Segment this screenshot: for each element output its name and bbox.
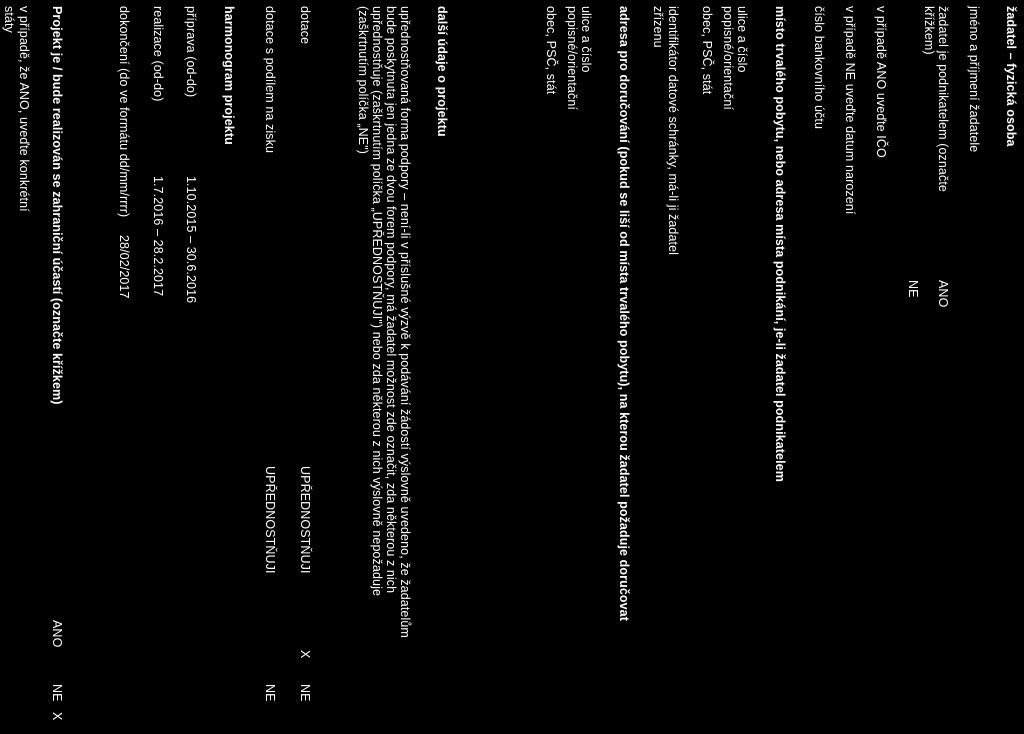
entrepreneur-no[interactable]: NE [906,280,920,298]
delivery-city-label: obec, PSČ, stát [544,6,558,95]
bank-account-label: číslo bankovního účtu [812,6,826,130]
applicant-heading: žadatel – fyzická osoba [1004,6,1018,147]
countries-label-line2: státy [2,6,16,33]
delivery-street-label-line1: ulice a číslo [579,6,593,73]
residence-street-label-line2: popisné/orientační [721,6,735,110]
realization-value: 1.7.2016 – 28.2.2017 [151,176,165,297]
profit-share-no-option[interactable]: NE [263,684,277,702]
preparation-value: 1.10.2015 – 30.6.2016 [184,176,198,304]
name-label: jméno a příjmení žadatele [967,6,981,153]
ico-label: v případě ANO uveďte IČO [874,6,888,158]
foreign-yes-option[interactable]: ANO [50,620,64,648]
completion-value: 28/02/2017 [117,235,131,299]
delivery-heading: adresa pro doručování (pokud se liší od místa trvalého pobytu), na kterou žadatel požaduje doručovat [617,6,631,621]
databox-label-line1: identifikátor datové schránky, má-li ji žadatel [666,6,680,256]
subsidy-no-option[interactable]: NE [298,684,312,702]
residence-street-label-line1: ulice a číslo [735,6,749,73]
schedule-heading: harmonogram projektu [222,6,236,145]
profit-share-prefer-option[interactable]: UPŘEDNOSTŇUJI [263,466,277,574]
realization-label: realizace (od-do) [151,6,165,102]
preparation-label: příprava (od-do) [184,6,198,98]
subsidy-x-mark: X [298,650,312,659]
preferred-form-text-line3: upřednostňuje (zaškrtnutím políčka „UPŘEDNOSTŇUJI") nebo zda některou z nich výslovně nepožaduje [370,6,384,597]
residence-city-label: obec, PSČ, stát [700,6,714,95]
profit-share-subsidy-label: dotace s podílem na zisku [263,6,277,154]
project-heading: další údaje o projektu [435,6,449,137]
entrepreneur-yes[interactable]: ANO [936,280,950,308]
foreign-no-option[interactable]: NE [50,684,64,702]
entrepreneur-label-line1: žadatel je podnikatelem (označte [936,6,950,192]
foreign-participation-heading: Projekt je / bude realizován se zahraniční účastí (označte křížkem) [50,6,64,405]
residence-heading: místo trvalého pobytu, nebo adresa místa podnikání, je-li žadatel podnikatelem [773,6,787,482]
preferred-form-text-line1: upřednostňovaná forma podpory – není-li v příslušné výzvě k podávání žádostí výslovně uvedeno, že žadatelům [398,6,412,638]
preferred-form-text-line2: bude poskytnuta jen jedna ze dvou forem podpory, má žadatel možnost zde označit, zda některou z nich [384,6,398,594]
subsidy-label: dotace [298,6,312,45]
subsidy-prefer-option[interactable]: UPŘEDNOSTŇUJI [298,466,312,574]
delivery-street-label-line2: popisné/orientační [565,6,579,110]
birthdate-label: v případě NE uveďte datum narození [843,6,857,215]
preferred-form-text-line4: (zaškrtnutím políčka „NE") [356,6,370,155]
databox-label-line2: zřízenu [651,6,665,48]
completion-label: dokončení (do ve formátu dd/mm/rrrr) [117,6,131,218]
countries-label-line1: v případě, že ANO, uveďte konkrétní [17,6,31,212]
foreign-x-mark: X [50,712,64,721]
entrepreneur-label-line2: křížkem) [922,6,936,55]
